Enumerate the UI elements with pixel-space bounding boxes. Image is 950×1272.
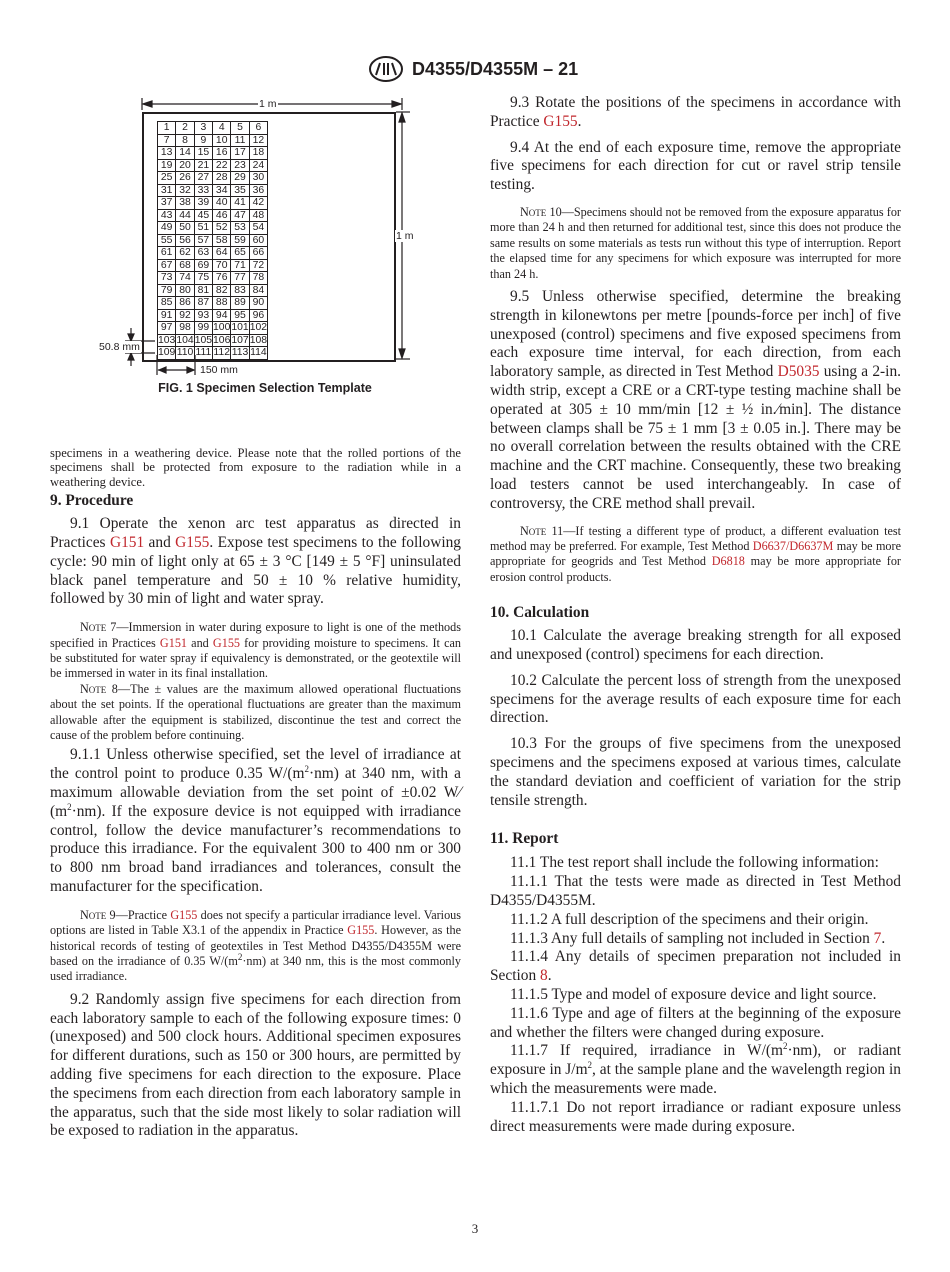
specimen-cell: 59 [231, 234, 249, 247]
specimen-cell: 28 [213, 172, 231, 185]
continued-paragraph [50, 446, 461, 489]
specimen-cell: 79 [158, 284, 176, 297]
reference-link[interactable]: G151 [159, 635, 188, 650]
grid-row [158, 247, 268, 260]
reference-link[interactable]: D6818 [711, 554, 745, 569]
section-10-heading: 10. Calculation [490, 604, 590, 622]
right-column [490, 94, 901, 1136]
specimen-cell: 108 [249, 334, 268, 346]
specimen-cell: 39 [194, 197, 212, 210]
height-label: 1 m [396, 230, 414, 242]
specimen-cell: 38 [176, 197, 194, 210]
grid-row [158, 134, 268, 147]
specimen-cell: 34 [213, 184, 231, 197]
superscript: 2 [237, 951, 243, 962]
specimen-cell: 97 [158, 322, 176, 335]
text-run: 9—Practice [106, 907, 171, 922]
specimen-cell: 53 [231, 222, 249, 235]
section-11-heading: 11. Report [490, 830, 559, 848]
superscript: 2 [587, 1060, 593, 1071]
text-run: 11.1.3 Any full details of sampling not included in Section [510, 929, 874, 947]
specimen-cell: 4 [213, 122, 231, 135]
specimen-cell: 112 [213, 347, 230, 359]
specimen-cell: 3 [194, 122, 212, 135]
specimen-cell: 68 [176, 259, 194, 272]
grid-row [158, 147, 268, 160]
text-run: 9.5 Unless otherwise specified, determine the breaking strength in kilonewtons per metre [pounds-force per inch] of five unexposed (control) specimens and five exposed specimens from each exposure time interval, for each direction, from each laboratory sample, as directed in Test Method [490, 288, 901, 381]
text-run: using a 2-in. width strip, except a CRE or a CRT-type testing machine shall be operated at 305 ± 10 mm/min [12 ± ½ in.⁄min]. The distance between clamps shall be 75 ± 1 mm [3 ± 0.05 in.]. There may be no overall correlation between the results obtained with the CRE machine and the CRT machine. Consequently, these two breaking load testers cannot be used interchangeably. In case of controversy, the CRE method shall prevail. [490, 363, 901, 512]
specimen-cell: 31 [158, 184, 176, 197]
specimen-cell: 80 [176, 284, 194, 297]
specimen-cell: 19 [158, 159, 176, 172]
specimen-cell: 22 [213, 159, 231, 172]
specimen-cell: 50 [176, 222, 194, 235]
specimen-cell: 7 [158, 134, 176, 147]
paragraph-9-5 [490, 288, 901, 514]
paragraph-11-1-4 [490, 948, 901, 986]
page-number: 3 [471, 1221, 479, 1236]
text-run: 9.2 Randomly assign five specimens for each direction from each laboratory sample to each of the following exposure times: 0 (unexposed) and 500 clock hours. Additional specimen exposures for different durations, such as 150 or 300 hours, are permitted by adding five specimens for each direction to the exposure. Place the specimens from each direction from each laboratory sample in the apparatus, such that the side most likely to solar radiation will be exposed to radiation in the apparatus. [50, 990, 461, 1140]
specimen-cell: 49 [158, 222, 176, 235]
paragraph-11-1-2 [490, 911, 901, 930]
grid-row [158, 172, 268, 185]
specimen-cell: 32 [176, 184, 194, 197]
specimen-cell: 24 [249, 159, 267, 172]
text-run: . [577, 112, 582, 130]
text-run: , at the sample plane and the wavelength region in which the measurements were made. [490, 1061, 901, 1097]
specimen-cell: 60 [249, 234, 267, 247]
specimen-cell: 95 [231, 309, 249, 322]
paragraph-11-1-5 [490, 986, 901, 1005]
specimen-cell: 36 [249, 184, 267, 197]
text-run: 9.4 At the end of each exposure time, remove the appropriate five specimens for each direction for cut or ravel strip tensile testing. [490, 138, 901, 194]
specimen-cell: 25 [158, 172, 176, 185]
grid-row [158, 284, 268, 297]
specimen-cell: 58 [213, 234, 231, 247]
specimen-cell: 29 [231, 172, 249, 185]
specimen-cell: 96 [249, 309, 267, 322]
specimen-cell: 92 [176, 309, 194, 322]
note-7 [50, 620, 461, 682]
specimen-cell: 89 [231, 297, 249, 310]
specimen-cell: 11 [231, 134, 249, 147]
specimen-cell: 76 [213, 272, 231, 285]
grid-row [158, 259, 268, 272]
specimen-cell: 66 [249, 247, 267, 260]
specimen-cell: 109 [158, 347, 176, 359]
specimen-cell: 74 [176, 272, 194, 285]
paragraph-10-3 [490, 735, 901, 810]
reference-link[interactable]: 7 [873, 929, 882, 947]
specimen-cell: 101 [231, 322, 249, 334]
width-label: 1 m [259, 98, 277, 110]
specimen-cell: 15 [194, 147, 212, 160]
document-id: D4355/D4355M – 21 [412, 58, 579, 79]
specimen-cell: 9 [194, 134, 212, 147]
specimen-cell: 37 [158, 197, 176, 210]
specimen-cell: 78 [249, 272, 267, 285]
specimen-cell: 91 [158, 309, 176, 322]
specimen-cell: 26 [176, 172, 194, 185]
grid-row [158, 122, 268, 135]
specimen-cell: 56 [176, 234, 194, 247]
specimen-cell: 93 [194, 309, 212, 322]
grid-row [158, 309, 268, 322]
specimen-cell: 30 [249, 172, 267, 185]
specimen-cell: 45 [194, 209, 212, 222]
note-10 [490, 205, 901, 282]
specimen-cell: 67 [158, 259, 176, 272]
specimen-cell: 52 [213, 222, 231, 235]
text-run: 11.1.7.1 Do not report irradiance or radiant exposure unless direct measurements were made during exposure. [490, 1098, 901, 1135]
specimen-cell: 105 [194, 334, 213, 346]
specimen-cell: 102 [249, 322, 268, 334]
grid-row [158, 184, 268, 197]
specimen-cell: 44 [176, 209, 194, 222]
text-run: 10.1 Calculate the average breaking strength for all exposed and unexposed (control) specimens for each direction. [490, 627, 901, 663]
specimen-cell: 13 [158, 147, 176, 160]
text-run: 11.1.2 A full description of the specimens and their origin. [510, 910, 869, 928]
specimen-cell: 104 [176, 334, 194, 346]
specimen-cell: 86 [176, 297, 194, 310]
specimen-cell: 47 [231, 209, 249, 222]
specimen-cell: 85 [158, 297, 176, 310]
specimen-cell: 82 [213, 284, 231, 297]
specimen-cell: 110 [176, 347, 194, 359]
specimen-cell: 27 [194, 172, 212, 185]
note-8 [50, 682, 461, 744]
paragraph-10-1 [490, 627, 901, 665]
superscript: 2 [67, 801, 72, 812]
specimen-cell: 77 [231, 272, 249, 285]
specimen-cell: 73 [158, 272, 176, 285]
specimen-cell: 54 [249, 222, 267, 235]
text-run: may be more appropriate for erosion control products. [490, 554, 901, 584]
specimen-cell: 69 [194, 259, 212, 272]
specimen-grid [157, 121, 268, 360]
specimen-cell: 21 [194, 159, 212, 172]
paragraph-9-2 [50, 991, 461, 1141]
specimen-cell: 99 [194, 322, 212, 335]
left-column [50, 446, 461, 1141]
reference-link[interactable]: D5035 [777, 363, 820, 381]
specimen-cell: 72 [249, 259, 267, 272]
text-run: and [144, 534, 176, 552]
text-run: . [547, 967, 552, 985]
column-width-label: 150 mm [200, 364, 238, 376]
text-run: . Expose test specimens to the following cycle: 90 min of light only at 65 ± 3 °C [149 ± 5 °F] uninsulated black panel temperature and 50 ± 10 % relative humidity, followed by 30 min of light and water spray. [50, 534, 461, 608]
specimen-cell: 17 [231, 147, 249, 160]
text-run: 10.3 For the groups of five specimens from the unexposed specimens and the specimens exposed at various times, calculate the standard deviation and coefficient of variation for the strip tensile strength. [490, 735, 901, 809]
text-run: 10.2 Calculate the percent loss of strength from the unexposed specimens for the average results of each exposure time for each direction. [490, 671, 901, 727]
paragraph-9-1-1 [50, 746, 461, 896]
text-run: 9.1 Operate the xenon arc test apparatus as directed in Practices [50, 515, 461, 552]
specimen-cell: 57 [194, 234, 212, 247]
grid-row [158, 197, 268, 210]
reference-link[interactable]: G155 [170, 907, 198, 922]
note-label: Note [80, 620, 107, 635]
specimen-cell: 46 [213, 209, 231, 222]
reference-link[interactable]: 8 [540, 967, 548, 985]
specimen-cell: 70 [213, 259, 231, 272]
specimen-cell: 16 [213, 147, 231, 160]
specimen-cell: 5 [231, 122, 249, 135]
specimen-cell: 71 [231, 259, 249, 272]
specimen-cell: 114 [250, 347, 267, 359]
specimen-cell: 64 [213, 247, 231, 260]
note-9 [50, 908, 461, 985]
specimen-cell: 88 [213, 297, 231, 310]
text-run: ·nm), or radiant exposure in J/m [490, 1042, 901, 1079]
specimen-cell: 63 [194, 247, 212, 260]
specimen-cell: 20 [176, 159, 194, 172]
note-label: Note [520, 204, 547, 219]
specimen-cell: 65 [231, 247, 249, 260]
paragraph-9-1 [50, 515, 461, 609]
superscript: 2 [782, 1041, 788, 1052]
specimen-cell: 8 [176, 134, 194, 147]
specimen-cell: 75 [194, 272, 212, 285]
paragraph-9-4 [490, 139, 901, 195]
text-run: 11.1.5 Type and model of exposure device and light source. [510, 985, 877, 1003]
reference-link[interactable]: D6637/D6637M [752, 538, 834, 553]
specimen-cell: 111 [195, 347, 212, 359]
paragraph-11-1-7-1 [490, 1099, 901, 1137]
specimen-cell: 51 [194, 222, 212, 235]
grid-row [158, 234, 268, 247]
reference-link[interactable]: G155 [212, 635, 241, 650]
paragraph-11-1-6 [490, 1005, 901, 1043]
text-run: ·nm) at 340 nm, this is the most commonly used irradiance. [50, 954, 461, 984]
text-run: 11.1.1 That the tests were made as directed in Test Method D4355/D4355M. [490, 873, 901, 909]
figure-caption: FIG. 1 Specimen Selection Template [158, 381, 372, 395]
text-run: 11—If testing a different type of product, a different evaluation test method may be preferred. For example, Test Method [490, 523, 901, 553]
reference-link[interactable]: G155 [543, 112, 578, 130]
specimen-cell: 40 [213, 197, 231, 210]
grid-row [158, 159, 268, 172]
specimen-cell: 14 [176, 147, 194, 160]
specimen-cell: 23 [231, 159, 249, 172]
specimen-cell: 43 [158, 209, 176, 222]
text-run: ·nm) at 340 nm, with a maximum allowable deviation from the set point of ±0.02 W⁄(m [50, 765, 462, 820]
grid-row [158, 209, 268, 222]
specimen-cell: 87 [194, 297, 212, 310]
text-run: 9.1.1 Unless otherwise specified, set the level of irradiance at the control point to produce 0.35 W/(m [50, 746, 461, 783]
specimen-cell: 1 [158, 122, 176, 135]
specimen-cell: 10 [213, 134, 231, 147]
specimen-cell: 48 [249, 209, 267, 222]
specimen-cell: 18 [249, 147, 267, 160]
text-run: and [187, 635, 213, 650]
paragraph-11-1-1 [490, 873, 901, 911]
specimen-cell: 42 [249, 197, 267, 210]
text-run: may be more appropriate for geogrids and Test Method [490, 538, 901, 569]
reference-link[interactable]: G151 [109, 534, 145, 552]
specimen-cell: 90 [249, 297, 267, 310]
specimen-cell: 2 [176, 122, 194, 135]
text-run: does not specify a particular irradiance level. Various options are listed in Table X3.1 of the appendix in Practice [50, 907, 461, 938]
text-run: 11.1.7 If required, irradiance in W/(m [510, 1042, 783, 1060]
text-run: 11.1.4 Any details of specimen preparation not included in Section [490, 948, 901, 985]
text-run: 10—Specimens should not be removed from the exposure apparatus for more than 24 h and then returned for additional test, since this does not produce the same results on some materials as tests run without this type of interruption. Report the elapsed time for any specimens for which exposure was interrupted for more than 24 h. [490, 204, 901, 281]
specimen-cell: 106 [213, 334, 231, 346]
grid-row [158, 272, 268, 285]
specimen-cell: 61 [158, 247, 176, 260]
note-label: Note [80, 907, 107, 922]
superscript: 2 [304, 764, 309, 775]
grid-row [158, 222, 268, 235]
specimen-cell: 98 [176, 322, 194, 335]
paragraph-11-1 [490, 854, 901, 873]
specimen-cell: 94 [213, 309, 231, 322]
paragraph-10-2 [490, 672, 901, 728]
section-9-heading: 9. Procedure [50, 492, 134, 510]
note-label: Note [520, 523, 547, 538]
specimen-cell: 12 [249, 134, 267, 147]
specimen-cell: 103 [158, 334, 176, 346]
specimen-cell: 83 [231, 284, 249, 297]
text-run: . [881, 929, 886, 947]
text-run: 11.1.6 Type and age of filters at the beginning of the exposure and whether the filters were changed during exposure. [490, 1004, 901, 1041]
grid-row [158, 334, 268, 347]
specimen-cell: 62 [176, 247, 194, 260]
specimen-cell: 55 [158, 234, 176, 247]
grid-row [158, 297, 268, 310]
specimen-cell: 35 [231, 184, 249, 197]
note-11 [490, 524, 901, 586]
text-run: specimens in a weathering device. Please note that the rolled portions of the specimens shall be protected from exposure to the radiation while in a weathering device. [50, 446, 461, 489]
note-label: Note [80, 681, 107, 696]
text-run: for providing moisture to specimens. It can be substituted for water spray if equivalency is demonstrated, or the geotextile will be immersed in water in its final installation. [50, 635, 461, 681]
specimen-cell: 113 [231, 347, 249, 359]
row-height-label: 50.8 mm [99, 341, 140, 353]
grid-row [158, 347, 268, 360]
specimen-cell: 84 [249, 284, 267, 297]
specimen-cell: 107 [231, 334, 249, 346]
specimen-cell: 41 [231, 197, 249, 210]
paragraph-11-1-7 [490, 1042, 901, 1098]
specimen-cell: 6 [249, 122, 267, 135]
text-run: 8—The ± values are the maximum allowed operational fluctuations about the set points. If the operational fluctuations are greater than the maximum allowable after the equipment is stabilized, discontinue the test and correct the cause of the problem before continuing. [50, 681, 461, 743]
grid-row [158, 322, 268, 335]
specimen-cell: 33 [194, 184, 212, 197]
reference-link[interactable]: G155 [347, 923, 375, 938]
text-run: 11.1 The test report shall include the following information: [510, 854, 879, 872]
text-run: 9.3 Rotate the positions of the specimens in accordance with Practice [490, 94, 901, 130]
reference-link[interactable]: G155 [175, 534, 210, 552]
specimen-cell: 81 [194, 284, 212, 297]
specimen-cell: 100 [213, 322, 231, 334]
text-run: . However, as the historical records of testing of geotextiles in Test Method D4355/D4355M were based on the irradiance of 0.35 W/(m [50, 923, 461, 969]
paragraph-9-3 [490, 94, 901, 132]
text-run: ·nm). If the exposure device is not equipped with irradiance control, follow the device manufacturer’s recommendations to produce this irradiance. For the equivalent 300 to 400 nm or 300 to 800 nm broad band irradiances and tolerances, consult the manufacturer for the specification. [50, 802, 461, 896]
paragraph-11-1-3 [490, 930, 901, 949]
text-run: 7—Immersion in water during exposure to light is one of the methods specified in Practices [50, 620, 461, 650]
